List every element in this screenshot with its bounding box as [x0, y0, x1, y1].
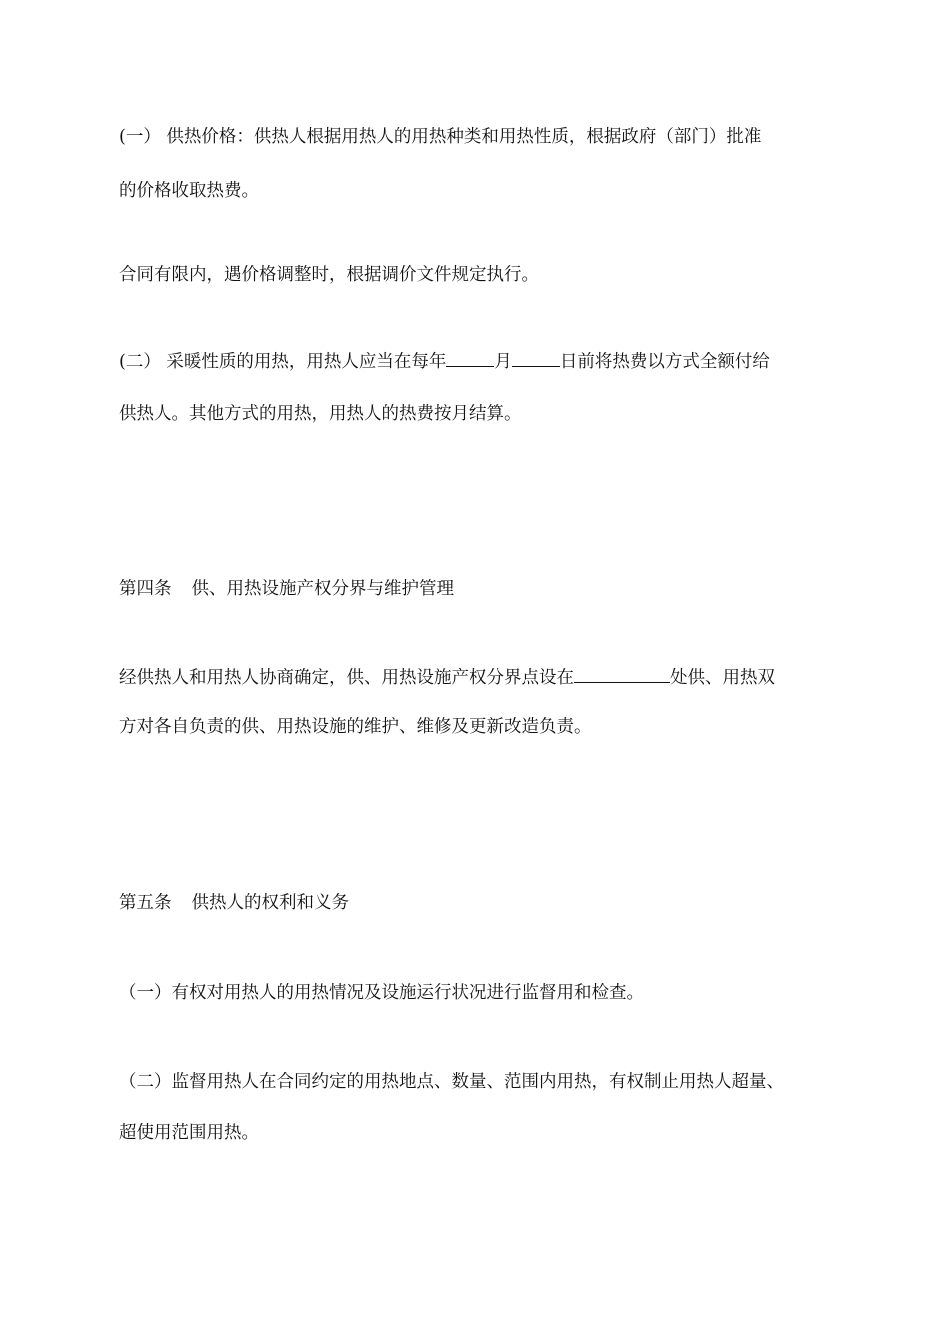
article-5-number: 第五条 — [119, 893, 172, 913]
heating-payment-clause-line-1 — [119, 350, 770, 374]
heating-payment-text-b: 月 — [494, 352, 512, 372]
month-blank — [446, 350, 494, 367]
article-5-item-2-line-1: （二）监督用热人在合同约定的用热地点、数量、范围内用热，有权制止用热人超量、 — [119, 1072, 784, 1092]
boundary-point-blank — [574, 666, 670, 683]
article-4-number: 第四条 — [119, 579, 172, 599]
article-5-item-1: （一）有权对用热人的用热情况及设施运行状况进行监督用和检查。 — [119, 983, 644, 1003]
article-4-para-line-2: 方对各自负责的供、用热设施的维护、维修及更新改造负责。 — [119, 717, 592, 737]
article-4-text-a: 经供热人和用热人协商确定，供、用热设施产权分界点设在 — [119, 668, 574, 688]
day-blank — [512, 350, 560, 367]
heating-payment-text-a: (二） 采暖性质的用热，用热人应当在每年 — [119, 352, 447, 372]
article-5-heading — [119, 891, 349, 915]
article-5-title: 供热人的权利和义务 — [191, 893, 349, 913]
heating-payment-text-c: 日前将热费以方式全额付给 — [559, 352, 770, 372]
article-4-heading — [119, 577, 454, 601]
price-adjustment-note: 合同有限内，遇价格调整时，根据调价文件规定执行。 — [119, 265, 539, 285]
article-4-title: 供、用热设施产权分界与维护管理 — [191, 579, 454, 599]
article-5-item-2-line-2: 超使用范围用热。 — [119, 1123, 259, 1143]
article-4-text-b: 处供、用热双 — [670, 668, 775, 688]
article-4-para-line-1 — [119, 666, 775, 690]
heat-price-clause-line-2: 的价格收取热费。 — [119, 181, 259, 201]
heating-payment-clause-line-2: 供热人。其他方式的用热，用热人的热费按月结算。 — [119, 404, 522, 424]
heat-price-clause-line-1: (一） 供热价格：供热人根据用热人的用热种类和用热性质，根据政府（部门）批准 — [119, 127, 762, 147]
